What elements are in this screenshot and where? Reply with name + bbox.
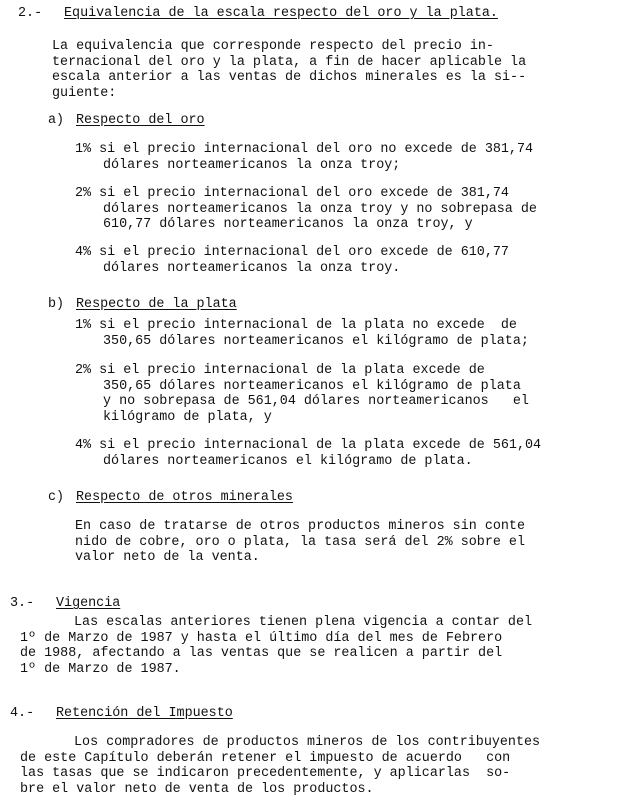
otros-minerales-body: [75, 519, 525, 566]
text-line: 1º de Marzo de 1987.: [20, 661, 181, 677]
oro-item-3: [75, 245, 509, 276]
text-line: dólares norteamericanos la onza troy;: [103, 157, 401, 173]
text-line: 1º de Marzo de 1987 y hasta el último día del mes de Febrero: [20, 630, 503, 646]
subsection-b-heading: [48, 297, 237, 313]
text-line: bre el valor neto de venta de los productos.: [20, 781, 374, 797]
section-title: Equivalencia de la escala respecto del oro y la plata.: [64, 6, 498, 21]
text-line: dólares norteamericanos la onza troy y no sobrepasa de: [103, 201, 537, 217]
subsection-label: b): [48, 297, 65, 312]
section-number: 4.-: [10, 706, 35, 721]
section-number: 2.-: [18, 6, 43, 21]
text-line: 4% si el precio internacional de la plata excede de 561,04: [75, 438, 542, 453]
text-line: y no sobrepasa de 561,04 dólares norteamericanos el: [103, 394, 529, 409]
section-3-body: [20, 615, 532, 677]
text-line: ternacional del oro y la plata, a fin de hacer aplicable la: [52, 54, 527, 70]
plata-item-3: [75, 438, 541, 469]
section-3-heading: [10, 596, 120, 612]
text-line: dólares norteamericanos el kilógramo de plata.: [103, 453, 473, 469]
oro-item-1: [75, 142, 533, 173]
text-line: 2% si el precio internacional del oro excede de 381,74: [75, 186, 509, 201]
section-title: Retención del Impuesto: [56, 706, 233, 721]
text-line: Las escalas anteriores tienen plena vigencia a contar del: [74, 615, 533, 630]
subsection-label: c): [48, 490, 65, 505]
subsection-label: a): [48, 113, 65, 128]
section-2-intro: [52, 39, 526, 101]
oro-item-2: [75, 186, 537, 233]
text-line: dólares norteamericanos la onza troy.: [103, 260, 401, 276]
text-line: 350,65 dólares norteamericanos el kilógramo de plata: [103, 378, 521, 394]
text-line: kilógramo de plata, y: [103, 409, 272, 425]
text-line: de este Capítulo deberán retener el impuesto de acuerdo con: [20, 750, 511, 766]
text-line: 2% si el precio internacional de la plata excede de: [75, 363, 485, 378]
section-4-heading: [10, 706, 233, 722]
section-title: Vigencia: [56, 596, 121, 611]
text-line: Los compradores de productos mineros de los contribuyentes: [74, 735, 541, 750]
subsection-title: Respecto del oro: [76, 113, 205, 128]
text-line: 4% si el precio internacional del oro excede de 610,77: [75, 245, 509, 260]
text-line: 610,77 dólares norteamericanos la onza troy, y: [103, 217, 473, 232]
text-line: 1% si el precio internacional del oro no excede de 381,74: [75, 142, 534, 157]
text-line: escala anterior a las ventas de dichos minerales es la si--: [52, 70, 527, 85]
text-line: nido de cobre, oro o plata, la tasa será del 2% sobre el: [75, 534, 525, 550]
section-2-heading: [18, 6, 498, 22]
subsection-c-heading: [48, 490, 293, 506]
plata-item-2: [75, 363, 529, 425]
text-line: 350,65 dólares norteamericanos el kilógramo de plata;: [103, 333, 529, 349]
subsection-title: Respecto de la plata: [76, 297, 237, 312]
text-line: 1% si el precio internacional de la plata no excede de: [75, 318, 517, 333]
text-line: En caso de tratarse de otros productos mineros sin conte: [75, 519, 525, 534]
text-line: guiente:: [52, 85, 117, 101]
subsection-a-heading: [48, 113, 205, 129]
subsection-title: Respecto de otros minerales: [76, 490, 293, 505]
text-line: las tasas que se indicaron precedentemente, y aplicarlas so-: [20, 766, 511, 781]
section-4-body: [20, 735, 540, 797]
plata-item-1: [75, 318, 529, 349]
section-number: 3.-: [10, 596, 35, 611]
text-line: La equivalencia que corresponde respecto del precio in-: [52, 39, 494, 54]
text-line: valor neto de la venta.: [75, 550, 260, 565]
text-line: de 1988, afectando a las ventas que se realicen a partir del: [20, 646, 503, 661]
